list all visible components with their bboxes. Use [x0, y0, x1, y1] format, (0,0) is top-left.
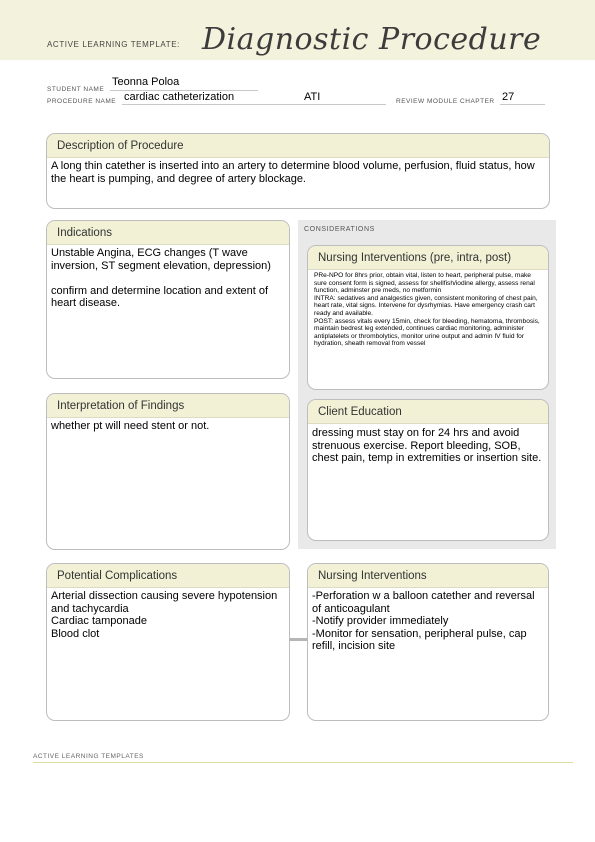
- procedure-name-label: PROCEDURE NAME: [47, 98, 117, 105]
- template-kicker: ACTIVE LEARNING TEMPLATE:: [47, 40, 180, 49]
- indications-text[interactable]: Unstable Angina, ECG changes (T wave inversion, ST segment elevation, depression) confirm and determine location and extent of heart disease.: [51, 247, 271, 309]
- considerations-label: CONSIDERATIONS: [304, 226, 375, 233]
- procedure-name-value[interactable]: cardiac catheterization: [124, 91, 235, 103]
- description-text[interactable]: A long thin catether is inserted into an artery to determine blood volume, perfusion, fluid status, how the heart is pumping, and degree of artery blockage.: [51, 160, 535, 185]
- review-module-label: REVIEW MODULE CHAPTER: [396, 98, 495, 105]
- procedure-extra-value[interactable]: ATI: [304, 91, 321, 103]
- footer-divider: [33, 762, 573, 763]
- description-heading: Description of Procedure: [47, 134, 549, 158]
- review-module-value[interactable]: 27: [502, 91, 515, 103]
- complications-heading: Potential Complications: [47, 564, 289, 588]
- indications-heading: Indications: [47, 221, 289, 245]
- indications-box: [46, 220, 290, 379]
- complication-interventions-heading: Nursing Interventions: [308, 564, 548, 588]
- student-name-value[interactable]: Teonna Poloa: [112, 76, 180, 88]
- nursing-interventions-text[interactable]: PRe-NPO for 8hrs prior, obtain vital, listen to heart, peripheral pulse, make sure consent form is signed, assess for shellfish/iodine allergy, assess renal function, adminster pre meds, no metformin INTRA: sedatives and analgestics given, consistent monitoring of chest pain, heart rate, vital signs. Intervene for dysrhymias. Have emergency crash cart ready and available. POST: assess vitals every 15min, check for bleeding, hematoma, thrombosis, maintain bedrest leg extended, continues cardiac monitoring, administer antiplatelets or thrombolytics, monitor urine output and admin IV fluid for hydration, sheath removal from vessel: [314, 272, 540, 348]
- complication-interventions-box: [307, 563, 549, 721]
- review-module-underline: [500, 104, 545, 105]
- interpretation-box: [46, 393, 290, 550]
- complications-box: [46, 563, 290, 721]
- interpretation-text[interactable]: whether pt will need stent or not.: [51, 420, 210, 432]
- procedure-name-underline: [122, 104, 386, 105]
- footer-label: ACTIVE LEARNING TEMPLATES: [33, 753, 144, 760]
- page-title: Diagnostic Procedure: [202, 22, 542, 57]
- client-education-text[interactable]: dressing must stay on for 24 hrs and avoid strenuous exercise. Report bleeding, SOB, chest pain, temp in extremities or insertion site.: [312, 427, 542, 464]
- connector-line: [289, 638, 307, 641]
- complications-text[interactable]: Arterial dissection causing severe hypotension and tachycardia Cardiac tamponade Blood clot: [51, 590, 278, 640]
- student-name-label: STUDENT NAME: [47, 86, 105, 93]
- interpretation-heading: Interpretation of Findings: [47, 394, 289, 418]
- client-education-heading: Client Education: [308, 400, 548, 424]
- nursing-interventions-heading: Nursing Interventions (pre, intra, post): [308, 246, 548, 270]
- complication-interventions-text[interactable]: -Perforation w a balloon catether and reversal of anticoagulant -Notify provider immediately -Monitor for sensation, peripheral pulse, cap refill, incision site: [312, 590, 535, 652]
- description-box: [46, 133, 550, 209]
- nursing-interventions-box: [307, 245, 549, 390]
- client-education-box: [307, 399, 549, 541]
